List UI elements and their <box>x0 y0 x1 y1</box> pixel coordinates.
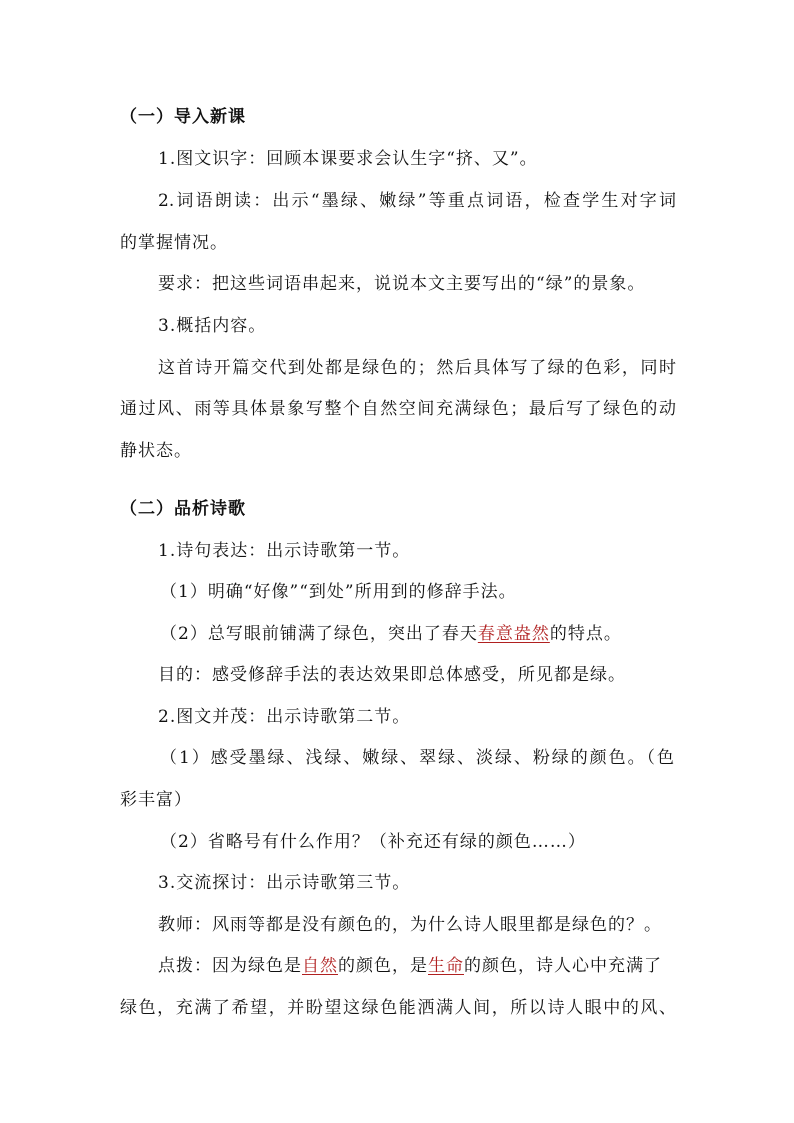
section2-sub1: （1）明确“好像”“到处”所用到的修辞手法。 <box>160 582 517 602</box>
section2-purpose: 目的：感受修辞手法的表达效果即总体感受，所见都是绿。 <box>158 665 626 685</box>
section1-item2-line2: 的掌握情况。 <box>120 233 228 253</box>
section1-item1: 1.图文识字：回顾本课要求会认生字“挤、又”。 <box>158 149 538 169</box>
section2-heading: （二）品析诗歌 <box>120 499 246 519</box>
hint-life: 生命 <box>428 956 464 976</box>
section2-hint-line2: 绿色，充满了希望，并盼望这绿色能洒满人间，所以诗人眼中的风、 <box>120 998 676 1018</box>
section2-item1: 1.诗句表达：出示诗歌第一节。 <box>158 541 411 561</box>
section2-hint-line1 <box>158 954 662 978</box>
section2-item3: 3.交流探讨：出示诗歌第三节。 <box>158 873 411 893</box>
section2-sub2-before: （2）总写眼前铺满了绿色，突出了春天 <box>160 624 478 644</box>
hint-part-a: 点拨：因为绿色是 <box>158 956 302 976</box>
section1-heading: （一）导入新课 <box>120 107 246 127</box>
hint-nature: 自然 <box>302 956 338 976</box>
hint-part-c: 的颜色，诗人心中充满了 <box>464 956 662 976</box>
section2-teacher: 教师：风雨等都是没有颜色的，为什么诗人眼里都是绿色的？。 <box>158 915 662 935</box>
section2-sub4: （2）省略号有什么作用？（补充还有绿的颜色……） <box>160 832 586 852</box>
hint-part-b: 的颜色，是 <box>338 956 428 976</box>
section1-summary-line1: 这首诗开篇交代到处都是绿色的；然后具体写了绿的色彩，同时 <box>158 358 676 378</box>
section1-requirement: 要求：把这些词语串起来，说说本文主要写出的“绿”的景象。 <box>158 274 646 294</box>
section2-sub3-line1: （1）感受墨绿、浅绿、嫩绿、翠绿、淡绿、粉绿的颜色。（色 <box>160 748 674 768</box>
section2-item2: 2.图文并茂：出示诗歌第二节。 <box>158 707 411 727</box>
section1-summary-line2: 通过风、雨等具体景象写整个自然空间充满绿色；最后写了绿色的动 <box>120 399 676 419</box>
section1-item2-line1: 2.词语朗读：出示“墨绿、嫩绿”等重点词语，检查学生对字词 <box>158 191 676 211</box>
section2-sub3-line2: 彩丰富） <box>120 790 192 810</box>
section2-sub2-after: 的特点。 <box>549 624 622 644</box>
section2-sub2 <box>160 622 622 646</box>
section2-sub2-highlight: 春意盎然 <box>477 624 550 644</box>
section1-item3: 3.概括内容。 <box>158 316 267 336</box>
section1-summary-line3: 静状态。 <box>120 441 192 461</box>
